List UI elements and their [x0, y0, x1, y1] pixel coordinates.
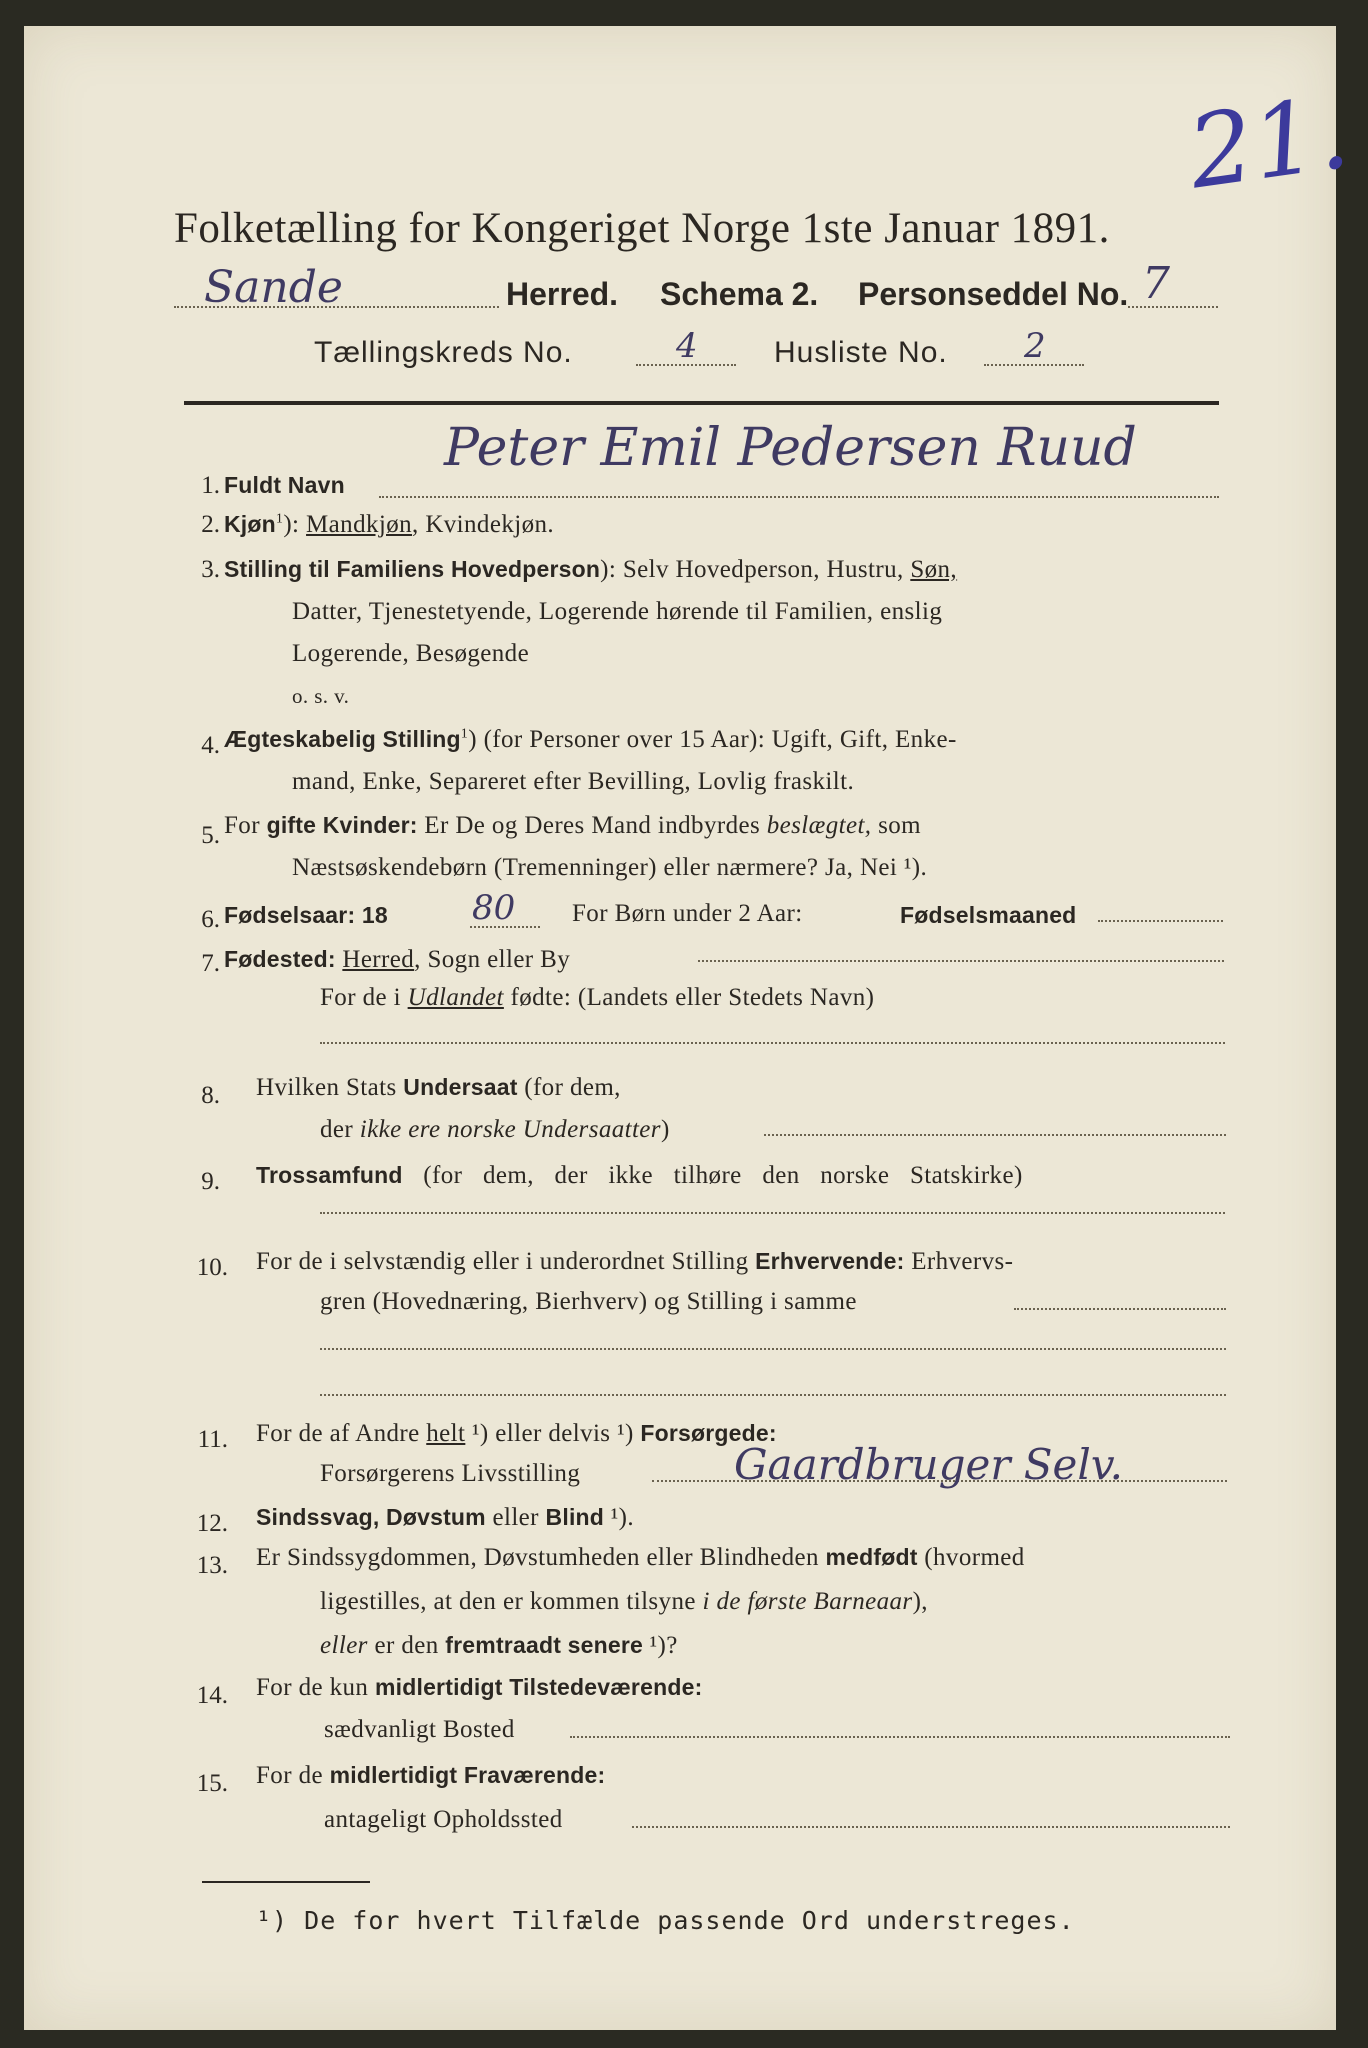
item-7-number: 7.: [201, 950, 220, 977]
item-13-line-2-italic: i de første Barneaar: [702, 1588, 913, 1615]
personseddel-dots: [1128, 306, 1218, 308]
header-rule: [184, 401, 1219, 405]
item-8-line-2: [320, 1116, 670, 1144]
item-7-line-2: [320, 984, 874, 1012]
item-13-line-2-pre: ligestilles, at den er kommen tilsyne: [320, 1588, 703, 1615]
item-3-label: Stilling til Familiens Hovedperson: [224, 556, 601, 582]
schema-label: Schema 2.: [660, 276, 819, 312]
item-12-text: eller: [485, 1504, 546, 1531]
item-10-line-1: [256, 1248, 1013, 1276]
item-13-label-3: fremtraadt senere: [445, 1632, 644, 1658]
item-3-line-3: Logerende, Besøgende: [292, 640, 530, 667]
item-3-line-2: Datter, Tjenestetyende, Logerende hørende til Familien, enslig: [292, 598, 943, 625]
item-13-line-1: [256, 1544, 1025, 1572]
herred-value: Sande: [204, 262, 343, 313]
item-5-label: gifte Kvinder:: [266, 812, 418, 838]
item-4-line-1: [224, 726, 957, 754]
item-14-label: midlertidigt Tilstedeværende:: [374, 1674, 703, 1700]
item-11-number: 11.: [197, 1426, 228, 1453]
item-6-number: 6.: [201, 906, 220, 933]
item-12-line: [256, 1504, 634, 1532]
item-3-line-1: [224, 556, 957, 584]
footnote-rule: [202, 1881, 370, 1883]
item-15-line-1: [256, 1762, 605, 1790]
item-8-line-2-pre: der: [320, 1116, 360, 1143]
item-11-mid: ¹) eller delvis ¹): [465, 1420, 641, 1447]
taellingskreds-label: Tællingskreds No.: [314, 336, 573, 369]
item-3-line-4: o. s. v.: [292, 684, 350, 708]
item-1-label: Fuldt Navn: [224, 472, 345, 498]
item-8-label: Undersaat: [403, 1074, 518, 1100]
item-7-line-2-pre: For de i: [320, 984, 408, 1011]
item-8-line-2-post: ): [660, 1116, 670, 1143]
item-4-line-2: mand, Enke, Separeret efter Bevilling, Lovlig fraskilt.: [292, 768, 855, 795]
item-14-line-2: sædvanligt Bosted: [324, 1716, 515, 1743]
item-8-line-1: [256, 1074, 621, 1102]
item-1-number: 1.: [201, 472, 220, 499]
item-12-label-2: Blind: [545, 1504, 605, 1530]
item-8-line-2-italic: ikke ere norske Undersaatter: [359, 1116, 661, 1143]
item-11-pre: For de af Andre: [256, 1420, 427, 1447]
item-7-line-2-italic: Udlandet: [407, 984, 504, 1011]
item-2-selected-option: Mandkjøn: [306, 511, 413, 538]
personseddel-value: 7: [1142, 258, 1170, 309]
item-8-pre: Hvilken Stats: [256, 1074, 404, 1101]
item-13-post: (hvormed: [917, 1544, 1025, 1571]
item-15-number: 15.: [196, 1770, 228, 1797]
item-2-text-a: ):: [283, 511, 300, 538]
item-7-answer-dots: [320, 1042, 1225, 1044]
taellingskreds-value: 4: [676, 326, 698, 366]
item-15-dots: [632, 1826, 1230, 1828]
husliste-dots: [984, 364, 1084, 366]
item-7-selected-option: Herred: [342, 946, 415, 973]
item-3-selected-option: Søn,: [910, 556, 958, 583]
item-10-answer-dots-2: [320, 1394, 1226, 1396]
item-7-line-2-post: fødte: (Landets eller Stedets Navn): [503, 984, 875, 1011]
footnote: ¹) De for hvert Tilfælde passende Ord understreges.: [256, 1906, 1075, 1935]
item-12-post: ¹).: [604, 1504, 634, 1531]
item-6-text: For Børn under 2 Aar:: [572, 900, 803, 927]
item-5-line-2: Næstsøskendebørn (Tremenninger) eller nærmere? Ja, Nei ¹).: [292, 854, 928, 881]
item-5-number: 5.: [201, 822, 220, 849]
item-6-year-value: 80: [472, 888, 516, 928]
item-7-text: , Sogn eller By: [414, 946, 571, 973]
census-form-page: [24, 26, 1356, 2030]
item-7-dots: [698, 960, 1224, 962]
item-4-number: 4.: [201, 732, 220, 759]
item-13-line-3-post: ¹)?: [643, 1632, 678, 1659]
item-6-label: Fødselsaar: 18: [224, 902, 388, 928]
item-12-number: 12.: [196, 1510, 228, 1537]
item-2-number: 2.: [201, 511, 220, 538]
item-11-label: Forsørgede:: [640, 1420, 777, 1446]
item-10-text: For de i selvstændig eller i underordnet Stilling: [256, 1248, 756, 1275]
item-11-helt: helt: [426, 1420, 466, 1447]
item-15-pre: For de: [256, 1762, 330, 1789]
taellingskreds-dots: [636, 364, 736, 366]
item-3-text: ): Selv Hovedperson, Hustru,: [600, 556, 911, 583]
item-2-line: [224, 511, 554, 539]
item-4-label: Ægteskabelig Stilling: [224, 726, 461, 752]
item-8-dots: [764, 1134, 1226, 1136]
item-9-label: Trossamfund: [256, 1162, 403, 1188]
item-6-month-dots: [1098, 920, 1223, 922]
herred-dots: [174, 306, 499, 308]
husliste-label: Husliste No.: [774, 336, 948, 369]
item-11-line-2: Forsørgerens Livsstilling: [320, 1460, 581, 1487]
item-9-text: (for dem, der ikke tilhøre den norske Statskirke): [402, 1162, 1023, 1189]
item-13-line-2-post: ),: [912, 1588, 928, 1615]
item-13-pre: Er Sindssygdommen, Døvstumheden eller Blindheden: [256, 1544, 826, 1571]
item-2-sup: 1: [275, 511, 284, 527]
personseddel-label: Personseddel No.: [858, 276, 1129, 312]
item-10-label: Erhvervende:: [755, 1248, 905, 1274]
item-5-pre: For: [224, 812, 267, 839]
item-8-post: (for dem,: [517, 1074, 621, 1101]
item-15-line-2: antageligt Opholdssted: [324, 1806, 563, 1833]
item-9-answer-dots: [320, 1212, 1225, 1214]
item-3-number: 3.: [201, 556, 220, 583]
item-10-post: Erhvervs-: [904, 1248, 1014, 1275]
item-14-pre: For de kun: [256, 1674, 375, 1701]
item-13-line-3: [320, 1632, 678, 1660]
item-11-line-1: [256, 1420, 777, 1448]
item-1-dots: [379, 496, 1219, 498]
item-6-label-2: Fødselsmaaned: [900, 902, 1077, 928]
item-10-answer-dots-1: [320, 1348, 1226, 1350]
item-14-number: 14.: [196, 1682, 228, 1709]
item-5-italic: beslægtet,: [766, 812, 872, 839]
item-15-label: midlertidigt Fraværende:: [329, 1762, 606, 1788]
item-11-value: Gaardbruger Selv.: [734, 1440, 1123, 1489]
item-8-number: 8.: [201, 1082, 220, 1109]
herred-label: Herred.: [506, 276, 619, 312]
item-9-number: 9.: [201, 1168, 220, 1195]
item-10-line-2: gren (Hovednæring, Bierhverv) og Stilling i samme: [320, 1288, 857, 1315]
item-13-line-3-italic: eller: [320, 1632, 368, 1659]
item-13-line-3-mid: er den: [367, 1632, 446, 1659]
item-12-label: Sindssvag, Døvstum: [256, 1504, 486, 1530]
item-5-line-1: [224, 812, 921, 840]
item-4-text: ) (for Personer over 15 Aar): Ugift, Gift, Enke-: [468, 726, 957, 753]
item-13-line-2: [320, 1588, 928, 1616]
item-2-label: Kjøn: [224, 511, 276, 537]
item-1-name-value: Peter Emil Pedersen Ruud: [444, 418, 1137, 478]
item-14-line-1: [256, 1674, 702, 1702]
form-title: Folketælling for Kongeriget Norge 1ste Januar 1891.: [174, 205, 1110, 252]
item-14-dots: [570, 1736, 1230, 1738]
item-4-sup: 1: [460, 726, 469, 742]
item-7-label: Fødested:: [224, 946, 336, 972]
item-6-year-dots: [470, 926, 540, 928]
item-5-text: Er De og Deres Mand indbyrdes: [417, 812, 767, 839]
item-2-text-b: , Kvindekjøn.: [412, 511, 555, 538]
item-13-number: 13.: [196, 1552, 228, 1579]
item-10-number: 10.: [196, 1254, 228, 1281]
item-7-line-1: [224, 946, 570, 974]
item-10-dots: [1014, 1308, 1226, 1310]
husliste-value: 2: [1024, 326, 1046, 366]
archive-stamp-number: 21.: [1181, 73, 1356, 212]
item-13-label: medfødt: [825, 1544, 918, 1570]
item-5-post: som: [871, 812, 921, 839]
item-9-line-1: [256, 1162, 1023, 1190]
